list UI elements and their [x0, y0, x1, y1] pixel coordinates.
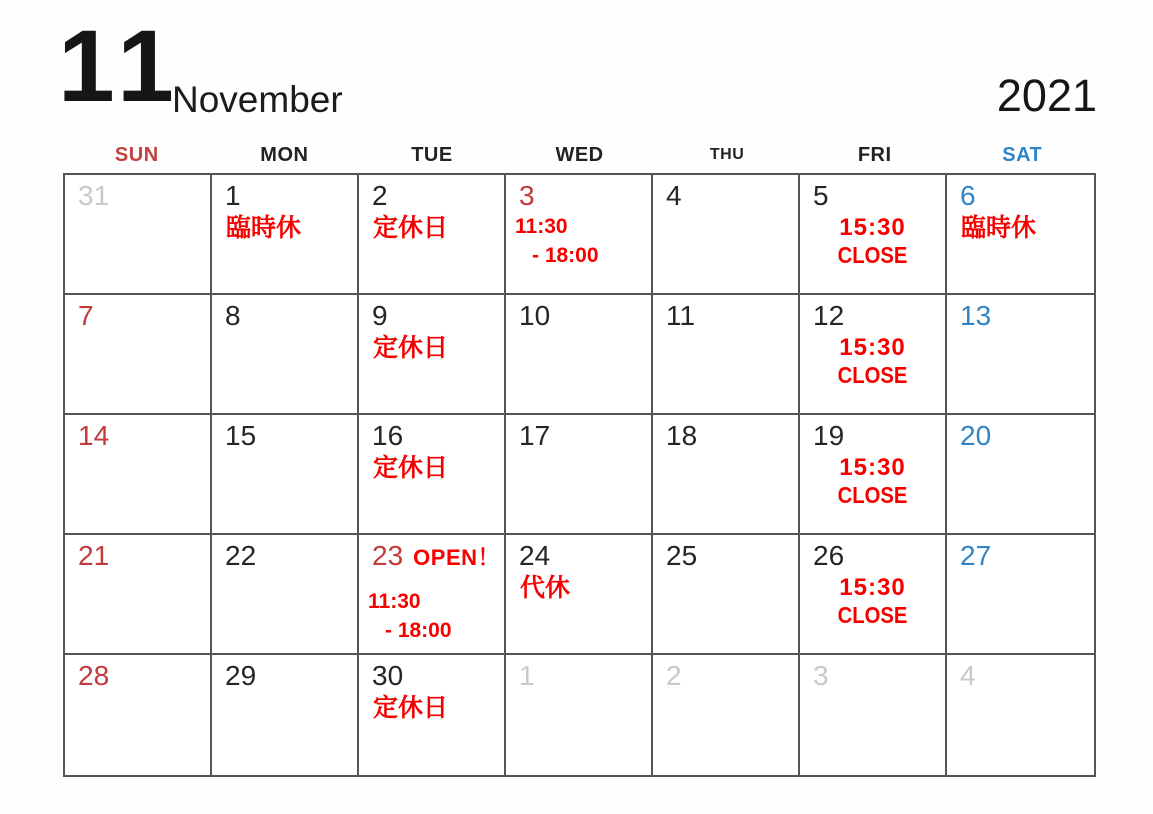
day-number: 4	[960, 660, 976, 691]
note-close-time: 15:30	[839, 454, 906, 482]
day-row	[947, 175, 1094, 212]
day-number: 28	[78, 660, 110, 691]
weekday-label-sun: SUN	[114, 144, 159, 166]
day-row	[800, 415, 945, 452]
day-number: 20	[960, 420, 992, 451]
day-number: 19	[813, 420, 845, 451]
cell-notes	[359, 333, 504, 364]
weekday-label-mon: MON	[260, 144, 309, 166]
day-number: 14	[78, 420, 110, 451]
day-row	[506, 655, 651, 692]
note-close-label: CLOSE	[837, 361, 908, 388]
calendar-cell	[947, 415, 1094, 535]
note-kanji: 臨時休	[226, 214, 302, 243]
day-row	[653, 175, 798, 212]
cell-notes	[947, 213, 1094, 244]
day-number: 16	[372, 420, 404, 451]
cell-notes	[359, 213, 504, 244]
calendar-cell	[653, 655, 800, 775]
calendar-cell	[947, 175, 1094, 295]
note-kanji: 定休日	[373, 454, 449, 483]
day-number: 1	[519, 660, 535, 691]
day-row	[947, 295, 1094, 332]
calendar-cell	[359, 655, 506, 775]
calendar-cell	[359, 175, 506, 295]
day-number: 30	[372, 660, 404, 691]
day-number: 15	[225, 420, 257, 451]
day-number: 31	[78, 180, 110, 211]
calendar-cell	[506, 175, 653, 295]
day-number: 6	[960, 180, 976, 211]
day-row	[506, 295, 651, 332]
day-number: 3	[519, 180, 535, 211]
note-time1: 11:30	[368, 590, 421, 614]
note-kanji: 臨時休	[961, 214, 1037, 243]
day-row	[212, 655, 357, 692]
note-kanji: 代休	[520, 574, 571, 603]
calendar-grid	[63, 173, 1096, 777]
calendar-cell	[65, 535, 212, 655]
day-row	[359, 295, 504, 332]
calendar-cell	[212, 415, 359, 535]
cell-notes	[359, 453, 504, 484]
calendar-cell	[65, 175, 212, 295]
day-number: 25	[666, 540, 698, 571]
calendar-cell	[800, 655, 947, 775]
calendar-cell	[800, 295, 947, 415]
day-number: 26	[813, 540, 845, 571]
day-number: 1	[225, 180, 241, 211]
day-row	[359, 415, 504, 452]
note-time2: - 18:00	[385, 618, 452, 642]
day-row	[65, 415, 210, 452]
day-number: 9	[372, 300, 388, 331]
day-number: 7	[78, 300, 94, 331]
day-number: 3	[813, 660, 829, 691]
weekday-label-thu: THU	[709, 146, 745, 163]
day-row	[506, 535, 651, 572]
day-row	[653, 535, 798, 572]
note-kanji: 定休日	[373, 694, 449, 723]
day-number: 4	[666, 180, 682, 211]
calendar-cell	[65, 415, 212, 535]
calendar-cell	[506, 415, 653, 535]
day-number: 2	[372, 180, 388, 211]
cell-notes	[800, 574, 945, 628]
day-row	[800, 175, 945, 212]
cell-notes	[359, 693, 504, 724]
day-number: 5	[813, 180, 829, 211]
day-number: 23	[372, 540, 404, 571]
note-close-time: 15:30	[839, 334, 906, 362]
day-row	[359, 655, 504, 692]
day-row	[65, 175, 210, 212]
day-row	[212, 295, 357, 332]
day-number: 24	[519, 540, 551, 571]
day-row	[506, 175, 651, 212]
note-time1: 11:30	[515, 215, 568, 239]
open-note: OPEN！	[413, 545, 501, 570]
day-number: 10	[519, 300, 551, 331]
note-close-time: 15:30	[839, 214, 906, 242]
day-row	[212, 415, 357, 452]
day-number: 13	[960, 300, 992, 331]
day-row	[506, 415, 651, 452]
day-row	[800, 295, 945, 332]
day-number: 22	[225, 540, 257, 571]
cell-notes	[359, 588, 504, 645]
day-row	[212, 535, 357, 572]
cell-notes	[800, 334, 945, 388]
calendar-cell	[212, 295, 359, 415]
note-close-label: CLOSE	[837, 481, 908, 508]
calendar-cell	[800, 535, 947, 655]
day-row	[65, 535, 210, 572]
calendar-cell	[65, 295, 212, 415]
calendar-cell	[359, 295, 506, 415]
note-time2: - 18:00	[532, 243, 599, 267]
calendar-cell	[212, 655, 359, 775]
calendar-cell	[65, 655, 212, 775]
calendar-cell	[506, 535, 653, 655]
calendar-cell	[653, 175, 800, 295]
day-row	[947, 415, 1094, 452]
note-kanji: 定休日	[373, 214, 449, 243]
calendar-cell	[653, 415, 800, 535]
note-close-label: CLOSE	[837, 601, 908, 628]
day-row	[65, 655, 210, 692]
calendar-cell	[947, 655, 1094, 775]
calendar-cell	[800, 175, 947, 295]
calendar-cell	[212, 175, 359, 295]
day-row	[653, 415, 798, 452]
calendar-cell	[359, 415, 506, 535]
weekday-header-row	[63, 139, 1096, 171]
month-number: 11	[58, 9, 182, 123]
day-row	[800, 655, 945, 692]
day-row	[65, 295, 210, 332]
cell-notes	[212, 213, 357, 244]
calendar-cell	[506, 295, 653, 415]
cell-notes	[506, 573, 651, 604]
calendar-cell	[653, 535, 800, 655]
day-row	[653, 655, 798, 692]
year-label: 2021	[996, 70, 1097, 121]
calendar-cell	[359, 535, 506, 655]
day-number: 17	[519, 420, 551, 451]
calendar-cell	[212, 535, 359, 655]
day-number: 18	[666, 420, 698, 451]
month-name: November	[172, 79, 343, 120]
note-close-label: CLOSE	[837, 241, 908, 268]
cell-notes	[800, 214, 945, 268]
day-number: 27	[960, 540, 992, 571]
day-number: 12	[813, 300, 845, 331]
day-row	[359, 175, 504, 212]
day-row	[800, 535, 945, 572]
day-row	[359, 535, 504, 572]
day-number: 8	[225, 300, 241, 331]
calendar-cell	[653, 295, 800, 415]
cell-notes	[800, 454, 945, 508]
note-kanji: 定休日	[373, 334, 449, 363]
day-row	[653, 295, 798, 332]
note-close-time: 15:30	[839, 574, 906, 602]
weekday-label-tue: TUE	[411, 144, 453, 166]
cell-notes	[506, 213, 651, 270]
day-number: 2	[666, 660, 682, 691]
weekday-label-sat: SAT	[1002, 144, 1043, 166]
calendar-cell	[947, 295, 1094, 415]
day-number: 11	[666, 300, 696, 331]
calendar-cell	[800, 415, 947, 535]
day-number: 21	[78, 540, 110, 571]
day-number: 29	[225, 660, 257, 691]
day-row	[947, 535, 1094, 572]
calendar-cell	[947, 535, 1094, 655]
weekday-label-fri: FRI	[857, 144, 892, 166]
day-row	[947, 655, 1094, 692]
day-row	[212, 175, 357, 212]
weekday-label-wed: WED	[555, 144, 604, 166]
calendar-cell	[506, 655, 653, 775]
